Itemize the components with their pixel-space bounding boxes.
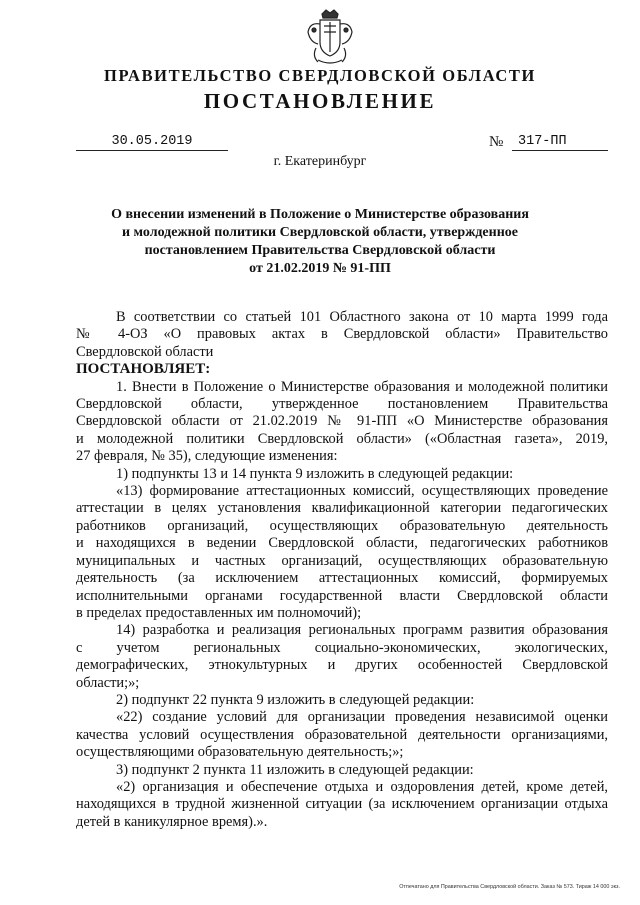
body-line: детей в каникулярное время).». — [76, 813, 268, 830]
body-line: «22) создание условий для организации проведения независимой оценки — [116, 709, 608, 726]
number-sign: № — [489, 134, 504, 150]
body-line: 27 февраля, № 35), следующие изменения: — [76, 448, 338, 465]
body-line: аттестации в целях установления квалификационной категории педагогических — [76, 500, 608, 517]
body-line: находящихся в трудной жизненной ситуации (за исключением организации отдыха — [76, 796, 608, 813]
print-footer: Отпечатано для Правительства Свердловской области. Заказ № 573. Тираж 14 000 экз. — [399, 884, 620, 890]
body-line: «13) формирование аттестационных комиссий, осуществляющих проведение — [116, 483, 608, 500]
title-line: постановлением Правительства Свердловской области — [144, 243, 496, 258]
coat-of-arms-icon — [304, 8, 356, 66]
body-line: исполнительными органами государственной власти Свердловской области — [76, 587, 608, 604]
body-line: Свердловской области — [76, 343, 214, 360]
title-line: от 21.02.2019 № 91-ПП — [249, 261, 391, 276]
body-line: № 4-ОЗ «О правовых актах в Свердловской области» Правительство — [76, 326, 608, 343]
city: г. Екатеринбург — [273, 154, 367, 169]
body-line: с учетом региональных социально-экономических, экологических, — [76, 639, 608, 656]
body-line: Свердловской области, утвержденное постановлением Правительства — [76, 396, 608, 413]
body-line: и молодежной политики Свердловской области» («Областная газета», 2019, — [76, 430, 608, 447]
body-line: демографических, этнокультурных и других особенностей Свердловской — [76, 657, 608, 674]
body-line: 1) подпункты 13 и 14 пункта 9 изложить в следующей редакции: — [116, 465, 514, 482]
document-number: 317-ПП — [512, 133, 608, 151]
title-line: О внесении изменений в Положение о Министерстве образования — [111, 207, 529, 222]
body-line: 1. Внести в Положение о Министерстве образования и молодежной политики — [116, 378, 608, 395]
body-line: в пределах предоставленных им полномочий); — [76, 604, 362, 621]
body-line: В соответствии со статьей 101 Областного закона от 10 марта 1999 года — [116, 309, 608, 325]
body-line: качества условий осуществления образовательной деятельности организациями, — [76, 726, 608, 743]
body-line: «2) организация и обеспечение отдыха и оздоровления детей, кроме детей, — [116, 778, 608, 795]
body-line: деятельность (за исключением аттестационных комиссий, формируемых — [76, 570, 608, 587]
title-line: и молодежной политики Свердловской области, утвержденное — [121, 225, 518, 240]
body-line: 2) подпункт 22 пункта 9 изложить в следующей редакции: — [116, 691, 475, 708]
body-line: 3) подпункт 2 пункта 11 изложить в следующей редакции: — [116, 761, 474, 778]
document-date: 30.05.2019 — [76, 133, 228, 151]
body-line: и находящихся в ведении Свердловской области, педагогических работников — [76, 535, 608, 552]
document-title — [70, 206, 570, 278]
body-line: области;»; — [76, 674, 140, 691]
document-type: ПОСТАНОВЛЕНИЕ — [203, 89, 437, 113]
body-line: работников организаций, осуществляющих образовательную деятельность — [76, 517, 608, 534]
body-line: осуществляющими образовательную деятельность;»; — [76, 744, 404, 761]
body-line: 14) разработка и реализация региональных программ развития образования — [116, 622, 608, 639]
resolves-heading: ПОСТАНОВЛЯЕТ: — [76, 361, 211, 378]
organization-name: ПРАВИТЕЛЬСТВО СВЕРДЛОВСКОЙ ОБЛАСТИ — [104, 66, 536, 85]
document-body — [76, 309, 608, 831]
body-line: муниципальных и частных организаций, осуществляющих образовательную — [76, 552, 608, 569]
body-line: Свердловской области от 21.02.2019 № 91-ПП «О Министерстве образования — [76, 413, 608, 430]
